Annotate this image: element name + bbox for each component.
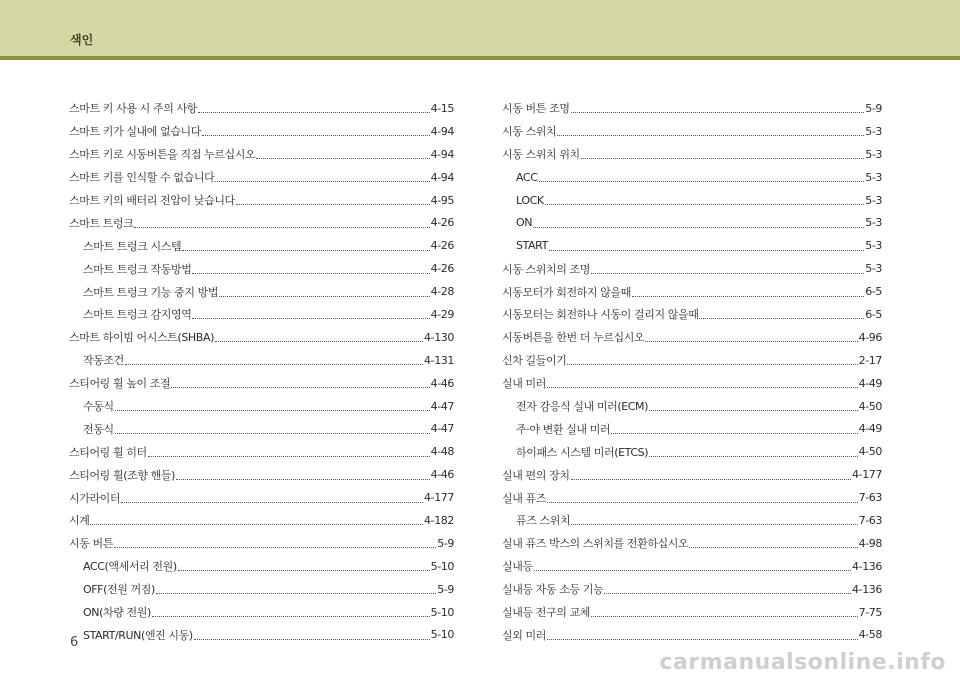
index-entry-label: 실내 퓨즈 — [502, 491, 547, 505]
index-entry-label: 시계 — [69, 514, 90, 528]
dot-leader — [156, 592, 436, 594]
index-entry[interactable] — [69, 486, 454, 509]
index-entry[interactable] — [502, 623, 882, 646]
index-entry-label: 실내 미러 — [502, 377, 547, 391]
index-entry[interactable] — [502, 349, 882, 372]
dot-leader — [604, 592, 851, 594]
index-entry[interactable] — [69, 234, 454, 257]
index-entry-page: 5-3 — [865, 262, 882, 276]
index-entry-label: 주·야 변환 실내 미러 — [516, 422, 611, 436]
index-entry[interactable] — [69, 509, 454, 532]
dot-leader — [178, 569, 430, 571]
dot-leader — [567, 363, 857, 365]
index-entry-label: 실외 미러 — [502, 628, 547, 642]
index-entry-page: 5-9 — [865, 101, 882, 115]
index-entry[interactable] — [502, 395, 882, 418]
dot-leader — [125, 363, 423, 365]
index-entry-label: 시동 버튼 조명 — [502, 102, 570, 116]
dot-leader — [192, 272, 429, 274]
index-entry-page: 4-96 — [858, 330, 882, 344]
index-entry-page: 5-10 — [430, 605, 454, 619]
dot-leader — [219, 295, 430, 297]
index-entry-label: 시가라이터 — [69, 491, 121, 505]
index-entry-page: 5-3 — [865, 239, 882, 253]
index-entry[interactable] — [502, 509, 882, 532]
index-entry-page: 4-28 — [430, 285, 454, 299]
index-entry-page: 2-17 — [858, 353, 882, 367]
index-entry[interactable] — [502, 555, 882, 578]
index-entry-label: 실내등 전구의 교체 — [502, 606, 591, 620]
index-entry-label: 시동버튼을 한번 더 누르십시오 — [502, 331, 645, 345]
page-title: 색인 — [70, 33, 94, 47]
index-entry-page: 4-182 — [424, 513, 454, 527]
dot-leader — [236, 203, 430, 205]
index-entry-page: 5-9 — [437, 582, 454, 596]
index-entry-label: 시동모터는 회전하나 시동이 걸리지 않을때 — [502, 308, 699, 322]
index-entry-label: 실내 퓨즈 박스의 스위치를 전환하십시오 — [502, 537, 689, 551]
index-entry-label: START — [516, 239, 548, 253]
dot-leader — [192, 317, 429, 319]
index-entry-label: 시동 스위치 — [502, 125, 557, 139]
index-entry[interactable] — [69, 372, 454, 395]
index-entry-label: 신차 길들이기 — [502, 354, 567, 368]
index-entry-page: 4-47 — [430, 422, 454, 436]
index-entry[interactable] — [502, 143, 882, 166]
index-entry-page: 4-50 — [858, 445, 882, 459]
index-entry[interactable] — [69, 578, 454, 601]
index-entry[interactable] — [69, 326, 454, 349]
dot-leader — [699, 317, 864, 319]
dot-leader — [549, 249, 864, 251]
dot-leader — [115, 432, 430, 434]
index-entry-page: 4-131 — [424, 353, 454, 367]
index-entry-page: 7-75 — [858, 605, 882, 619]
dot-leader — [571, 111, 865, 113]
index-entry[interactable] — [69, 601, 454, 624]
index-entry-page: 4-26 — [430, 262, 454, 276]
index-entry-page: 4-49 — [858, 422, 882, 436]
index-entry[interactable] — [69, 623, 454, 646]
index-entry-label: 스마트 트렁크 감지영역 — [83, 308, 192, 322]
dot-leader — [591, 272, 864, 274]
index-entry-page: 4-95 — [430, 193, 454, 207]
index-entry[interactable] — [69, 189, 454, 212]
index-entry-label: 스티어링 휠 높이 조절 — [69, 377, 171, 391]
index-entry[interactable] — [502, 601, 882, 624]
index-entry-label: OFF(전원 꺼짐) — [83, 583, 155, 597]
dot-leader — [557, 134, 864, 136]
dot-leader — [194, 638, 430, 640]
dot-leader — [539, 180, 865, 182]
index-entry[interactable] — [502, 257, 882, 280]
index-entry-page: 4-47 — [430, 399, 454, 413]
index-entry-page: 4-46 — [430, 376, 454, 390]
index-entry-page: 4-98 — [858, 536, 882, 550]
dot-leader — [581, 157, 864, 159]
index-entry-label: 시동 버튼 — [69, 537, 114, 551]
dot-leader — [649, 455, 858, 457]
dot-leader — [547, 638, 858, 640]
index-entry[interactable] — [69, 395, 454, 418]
dot-leader — [148, 455, 430, 457]
index-entry-label: 스마트 키로 시동버튼을 직접 누르십시오 — [69, 148, 256, 162]
index-entry[interactable] — [69, 97, 454, 120]
dot-leader — [115, 409, 430, 411]
dot-leader — [215, 340, 423, 342]
index-entry-label: ON — [516, 216, 533, 230]
index-entry[interactable] — [502, 463, 882, 486]
index-entry-page: 4-94 — [430, 124, 454, 138]
index-entry-page: 4-50 — [858, 399, 882, 413]
index-entry-page: 5-10 — [430, 559, 454, 573]
index-entry[interactable] — [502, 417, 882, 440]
index-entry-page: 7-63 — [858, 491, 882, 505]
dot-leader — [547, 386, 858, 388]
index-entry-label: 스마트 트렁크 기능 중지 방법 — [83, 285, 219, 299]
index-entry[interactable] — [69, 257, 454, 280]
dot-leader — [571, 478, 851, 480]
dot-leader — [202, 134, 430, 136]
dot-leader — [591, 615, 858, 617]
index-entry-page: 5-3 — [865, 193, 882, 207]
index-entry-label: 스마트 트렁크 작동방법 — [83, 262, 192, 276]
index-entry-label: 실내등 자동 소등 기능 — [502, 583, 604, 597]
index-entry-label: ACC — [516, 170, 538, 184]
index-entry[interactable] — [502, 578, 882, 601]
dot-leader — [632, 295, 864, 297]
index-entry-label: 스마트 트렁크 — [69, 216, 134, 230]
index-entry-label: 시동 스위치 위치 — [502, 148, 580, 162]
index-entry-label: 시동 스위치의 조명 — [502, 262, 591, 276]
index-entry[interactable] — [502, 280, 882, 303]
index-entry-page: 4-26 — [430, 216, 454, 230]
index-entry[interactable] — [69, 143, 454, 166]
index-entry-label: 실내등 — [502, 560, 533, 574]
index-entry[interactable] — [502, 326, 882, 349]
dot-leader — [689, 546, 857, 548]
index-entry[interactable] — [69, 166, 454, 189]
index-entry-label: ACC(액세서리 전원) — [83, 560, 177, 574]
index-entry-label: 수동식 — [83, 400, 114, 414]
index-entry-page: 5-3 — [865, 124, 882, 138]
dot-leader — [215, 180, 429, 182]
dot-leader — [182, 249, 429, 251]
header-divider — [0, 56, 960, 60]
index-entry[interactable] — [502, 486, 882, 509]
index-entry[interactable] — [69, 555, 454, 578]
index-entry-page: 5-10 — [430, 628, 454, 642]
index-column-right — [502, 97, 882, 646]
dot-leader — [152, 615, 430, 617]
index-entry-label: 스마트 키 사용 시 주의 사항 — [69, 102, 197, 116]
index-entry-label: 스티어링 휠 히터 — [69, 445, 147, 459]
page-number: 6 — [70, 635, 79, 650]
index-entry-page: 6-5 — [865, 307, 882, 321]
index-entry[interactable] — [69, 349, 454, 372]
watermark: carmanualsonline.info — [659, 650, 946, 675]
index-entry[interactable] — [502, 189, 882, 212]
index-entry-label: 하이패스 시스템 미러(ETCS) — [516, 445, 649, 459]
index-column-left — [69, 97, 454, 646]
index-entry-page: 5-3 — [865, 147, 882, 161]
index-entry[interactable] — [69, 440, 454, 463]
dot-leader — [171, 386, 429, 388]
index-entry-page: 4-26 — [430, 239, 454, 253]
dot-leader — [198, 111, 430, 113]
index-entry-page: 7-63 — [858, 513, 882, 527]
dot-leader — [256, 157, 429, 159]
index-entry[interactable] — [69, 120, 454, 143]
index-entry-label: 작동조건 — [83, 354, 124, 368]
dot-leader — [534, 569, 851, 571]
index-entry-label: 스마트 하이빔 어시스트(SHBA) — [69, 331, 214, 345]
dot-leader — [547, 501, 858, 503]
dot-leader — [645, 340, 857, 342]
index-entry-page: 4-94 — [430, 147, 454, 161]
index-entry-page: 4-29 — [430, 307, 454, 321]
index-entry-label: START/RUN(엔진 시동) — [83, 628, 193, 642]
index-entry-label: 퓨즈 스위치 — [516, 514, 571, 528]
index-entry-label: 스마트 키의 배터리 전압이 낮습니다 — [69, 194, 235, 207]
index-entry[interactable] — [502, 234, 882, 257]
index-entry[interactable] — [502, 532, 882, 555]
index-entry-page: 4-136 — [852, 559, 882, 573]
index-entry[interactable] — [69, 211, 454, 234]
index-entry-label: 스마트 트렁크 시스템 — [83, 239, 182, 253]
index-entry-label: 스마트 키가 실내에 없습니다 — [69, 125, 202, 139]
index-entry-page: 5-3 — [865, 170, 882, 184]
index-entry-page: 4-48 — [430, 445, 454, 459]
index-entry-page: 4-94 — [430, 170, 454, 184]
index-entry[interactable] — [69, 532, 454, 555]
index-entry-label: 시동모터가 회전하지 않을때 — [502, 285, 631, 299]
index-entry[interactable] — [502, 372, 882, 395]
dot-leader — [114, 546, 436, 548]
index-entry-page: 4-58 — [858, 628, 882, 642]
dot-leader — [571, 523, 857, 525]
index-entry-label: 실내 편의 장치 — [502, 468, 570, 482]
dot-leader — [649, 409, 858, 411]
index-entry[interactable] — [69, 417, 454, 440]
index-entry-page: 4-49 — [858, 376, 882, 390]
index-entry-page: 5-3 — [865, 216, 882, 230]
index-entry[interactable] — [502, 97, 882, 120]
index-entry-page: 5-9 — [437, 536, 454, 550]
index-entry[interactable] — [69, 303, 454, 326]
dot-leader — [134, 226, 429, 228]
index-entry-label: 전동식 — [83, 422, 114, 436]
index-entry-page: 4-177 — [424, 491, 454, 505]
index-entry[interactable] — [69, 463, 454, 486]
header-band — [0, 0, 960, 56]
index-entry-page: 4-177 — [852, 468, 882, 482]
dot-leader — [533, 226, 864, 228]
index-entry-page: 6-5 — [865, 285, 882, 299]
index-entry[interactable] — [69, 280, 454, 303]
index-entry[interactable] — [502, 120, 882, 143]
index-entry-label: ON(차량 전원) — [83, 606, 151, 620]
index-entry-label: 스티어링 휠(조향 핸들) — [69, 468, 176, 482]
index-entry-page: 4-130 — [424, 330, 454, 344]
index-entry[interactable] — [502, 166, 882, 189]
index-entry[interactable] — [502, 303, 882, 326]
index-entry[interactable] — [502, 440, 882, 463]
index-entry-page: 4-46 — [430, 468, 454, 482]
dot-leader — [121, 501, 423, 503]
dot-leader — [176, 478, 430, 480]
index-entry-page: 4-136 — [852, 582, 882, 596]
dot-leader — [545, 203, 865, 205]
dot-leader — [611, 432, 857, 434]
index-entry-label: 전자 감응식 실내 미러(ECM) — [516, 400, 649, 414]
dot-leader — [90, 523, 423, 525]
index-entry-label: 스마트 키를 인식할 수 없습니다 — [69, 171, 215, 185]
index-entry-label: LOCK — [516, 193, 544, 207]
index-entry-page: 4-15 — [430, 101, 454, 115]
index-entry[interactable] — [502, 211, 882, 234]
